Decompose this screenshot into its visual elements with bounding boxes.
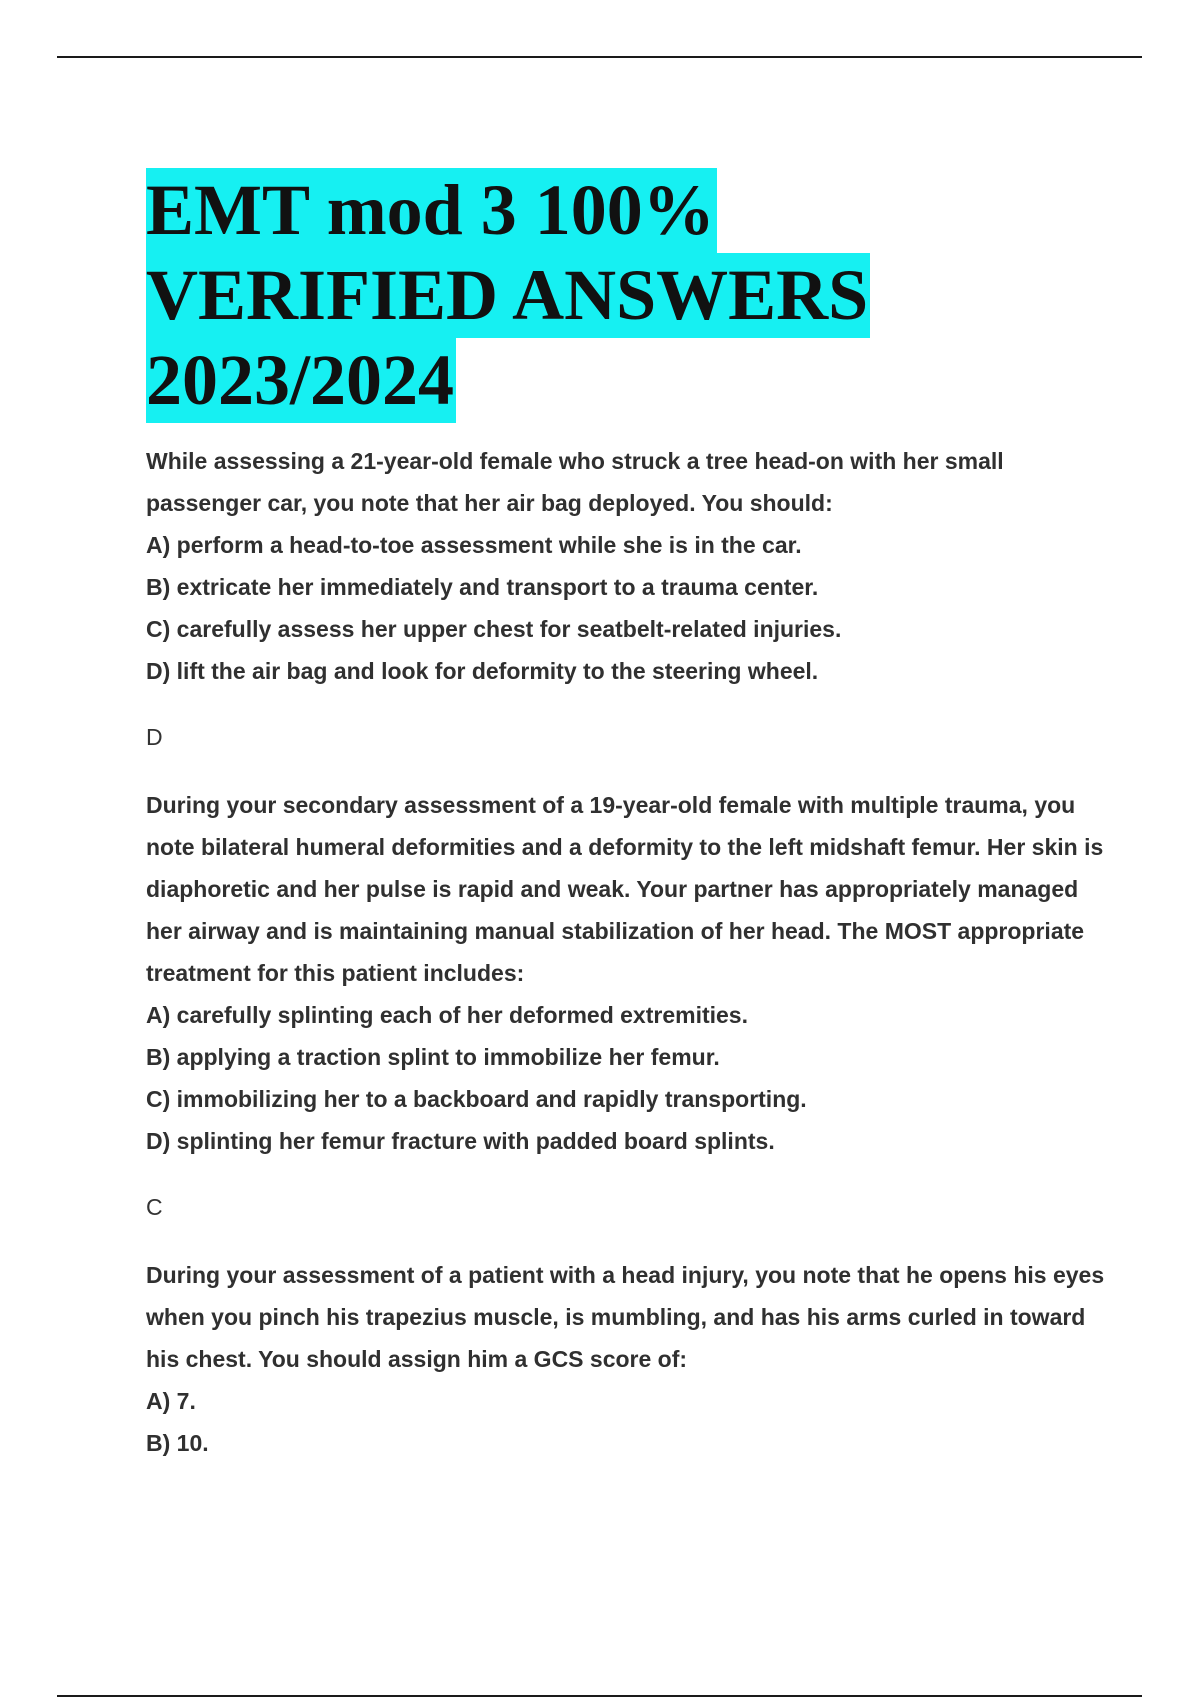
- question-prompt: While assessing a 21-year-old female who struck a tree head-on with her small passenger car, you note that her air bag deployed. You should:: [146, 448, 1004, 516]
- title-line-1: EMT mod 3 100%: [146, 168, 717, 253]
- answer-key: D: [146, 724, 163, 750]
- question-prompt: During your assessment of a patient with a head injury, you note that he opens his eyes when you pinch his trapezius muscle, is mumbling, and has his arms curled in toward his chest. You should assign him a GCS score of:: [146, 1262, 1105, 1372]
- option-a: A) perform a head-to-toe assessment while she is in the car.: [146, 532, 802, 558]
- document-title: [146, 168, 870, 423]
- option-b: B) extricate her immediately and transport to a trauma center.: [146, 574, 819, 600]
- option-d: D) lift the air bag and look for deformity to the steering wheel.: [146, 658, 819, 684]
- question-block-1: [146, 440, 1106, 758]
- top-rule: [57, 56, 1142, 58]
- question-block-2: [146, 784, 1106, 1228]
- question-block-3: [146, 1254, 1106, 1464]
- answer-key: C: [146, 1194, 163, 1220]
- title-line-2: VERIFIED ANSWERS: [146, 253, 870, 338]
- question-list: [146, 440, 1106, 1464]
- option-d: D) splinting her femur fracture with padded board splints.: [146, 1128, 775, 1154]
- question-prompt: During your secondary assessment of a 19-year-old female with multiple trauma, you note bilateral humeral deformities and a deformity to the left midshaft femur. Her skin is diaphoretic and her pulse is rapid and weak. Your partner has appropriately managed her airway and is maintaining manual stabilization of her head. The MOST appropriate treatment for this patient includes:: [146, 792, 1104, 986]
- option-list: [146, 524, 1106, 692]
- option-b: B) applying a traction splint to immobilize her femur.: [146, 1044, 720, 1070]
- title-line-3: 2023/2024: [146, 338, 456, 423]
- option-a: A) carefully splinting each of her deformed extremities.: [146, 1002, 748, 1028]
- bottom-rule: [57, 1695, 1142, 1697]
- option-list: [146, 1380, 1106, 1464]
- option-b: B) 10.: [146, 1430, 209, 1456]
- option-a: A) 7.: [146, 1388, 196, 1414]
- option-c: C) carefully assess her upper chest for seatbelt-related injuries.: [146, 616, 842, 642]
- option-list: [146, 994, 1106, 1162]
- option-c: C) immobilizing her to a backboard and rapidly transporting.: [146, 1086, 807, 1112]
